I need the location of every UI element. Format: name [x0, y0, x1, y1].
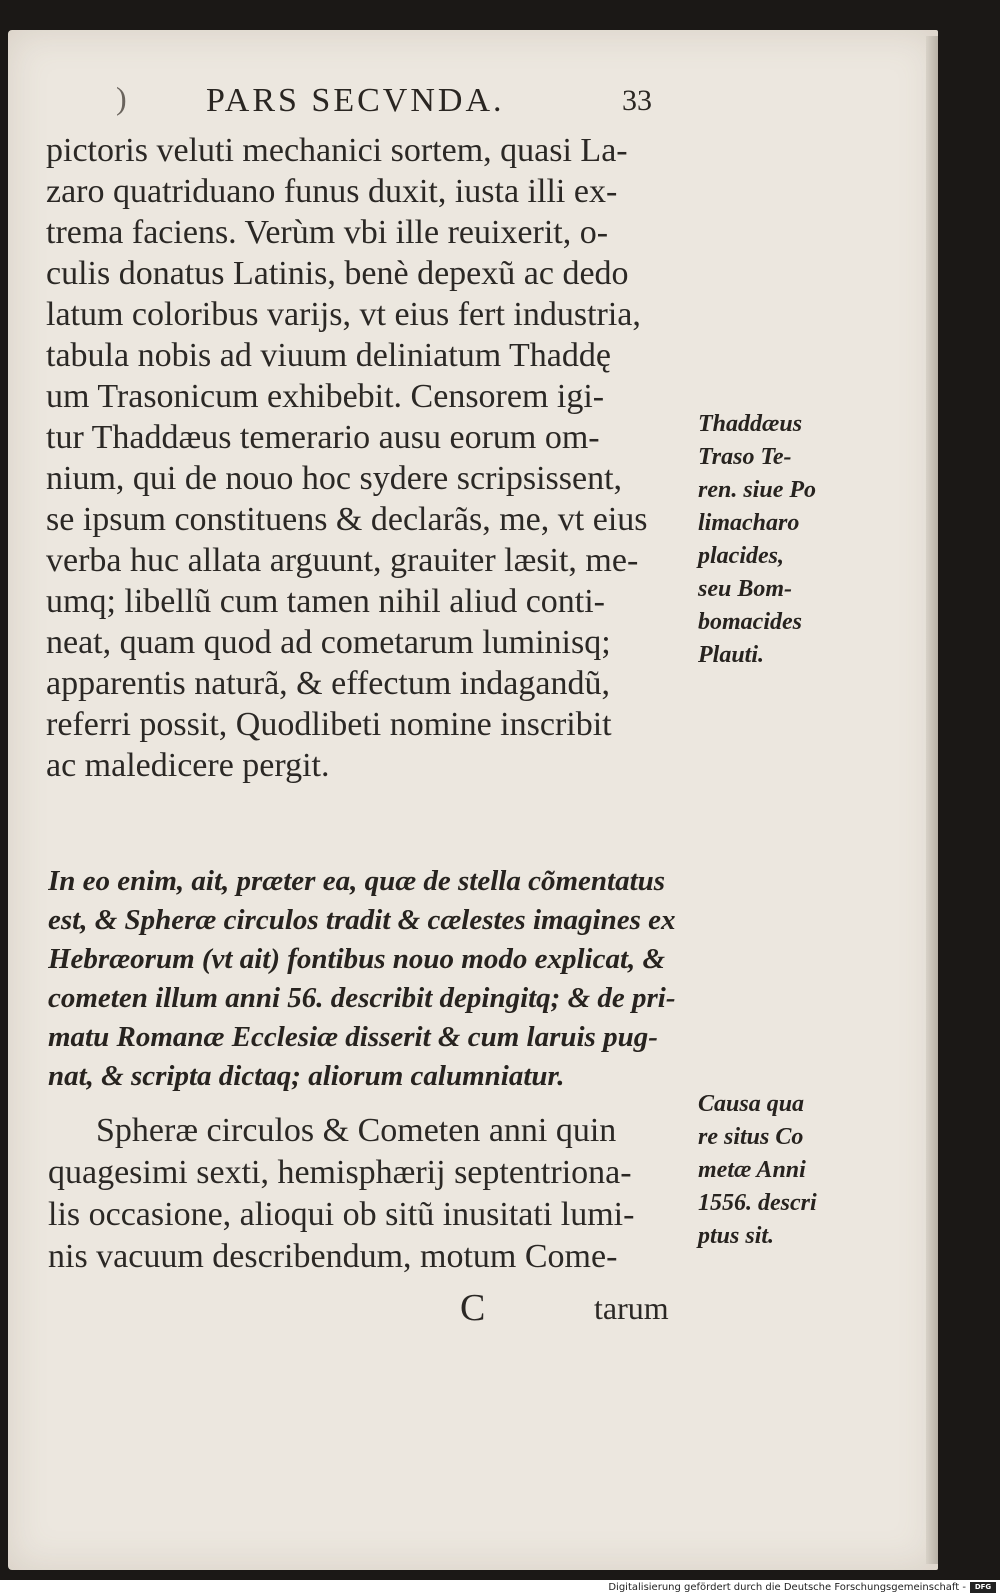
margin-note-thaddaeus — [698, 408, 848, 672]
text-line: referri possit, Quodlibeti nomine inscribit — [46, 706, 612, 743]
book-page — [8, 30, 938, 1570]
italic-line: Hebræorum (vt ait) fontibus nouo modo explicat, & — [48, 943, 666, 975]
margin-line: Causa qua — [698, 1091, 805, 1117]
running-head: PARS SECVNDA. — [206, 82, 505, 119]
text-line: tur Thaddæus temerario ausu eorum om- — [46, 419, 600, 456]
signature-mark: C — [460, 1287, 486, 1329]
quoted-italic-passage — [48, 862, 698, 1096]
text-line: culis donatus Latinis, benè depexũ ac dedo — [46, 255, 629, 292]
text-line: latum coloribus varijs, vt eius fert industria, — [46, 296, 641, 333]
pencil-mark: ) — [116, 80, 127, 116]
text-line: trema faciens. Verùm vbi ille reuixerit, o- — [46, 214, 609, 251]
text-line: nium, qui de nouo hoc sydere scripsissent, — [46, 460, 623, 497]
page-edge — [926, 36, 938, 1564]
margin-line: ptus sit. — [698, 1223, 775, 1249]
page-number: 33 — [622, 84, 652, 117]
footer-bar — [0, 1580, 1000, 1595]
margin-line: metæ Anni — [698, 1157, 806, 1183]
margin-line: 1556. descri — [698, 1190, 817, 1216]
margin-line: placides, — [698, 543, 784, 569]
margin-line: ren. siue Po — [698, 477, 817, 503]
margin-line: seu Bom- — [698, 576, 793, 602]
text-line: um Trasonicum exhibebit. Censorem igi- — [46, 378, 605, 415]
page-header — [8, 78, 938, 128]
main-text-block — [46, 130, 696, 786]
text-line: Spheræ circulos & Cometen anni quin — [96, 1112, 617, 1149]
text-line: verba huc allata arguunt, grauiter læsit, me- — [46, 542, 639, 579]
text-line: pictoris veluti mechanici sortem, quasi La- — [46, 132, 628, 169]
second-paragraph — [48, 1110, 698, 1278]
italic-line: cometen illum anni 56. describit depingitq; & de pri- — [48, 982, 676, 1014]
italic-line: nat, & scripta dictaq; aliorum calumniatur. — [48, 1060, 565, 1092]
text-line: tabula nobis ad viuum deliniatum Thaddę — [46, 337, 611, 374]
funding-credit: Digitalisierung gefördert durch die Deutsche Forschungsgemeinschaft - — [608, 1582, 966, 1593]
italic-line: In eo enim, ait, præter ea, quæ de stella cõmentatus — [48, 865, 666, 897]
signature-row — [8, 1286, 938, 1330]
dfg-logo-icon: DFG — [970, 1582, 996, 1593]
italic-line: matu Romanæ Ecclesiæ disserit & cum laruis pug- — [48, 1021, 658, 1053]
margin-note-causa — [698, 1088, 848, 1253]
catchword: tarum — [594, 1290, 669, 1326]
margin-line: re situs Co — [698, 1124, 804, 1150]
text-line: quagesimi sexti, hemisphærij septentriona- — [48, 1154, 632, 1191]
text-line: ac maledicere pergit. — [46, 747, 330, 784]
text-line: neat, quam quod ad cometarum luminisq; — [46, 624, 611, 661]
text-line: nis vacuum describendum, motum Come- — [48, 1238, 618, 1275]
margin-line: Plauti. — [698, 642, 765, 668]
text-line: se ipsum constituens & declarãs, me, vt eius — [46, 501, 648, 538]
italic-line: est, & Spheræ circulos tradit & cælestes imagines ex — [48, 904, 676, 936]
margin-line: Traso Te- — [698, 444, 792, 470]
margin-line: limacharo — [698, 510, 800, 536]
text-line: lis occasione, alioqui ob sitũ inusitati lumi- — [48, 1196, 635, 1233]
text-line: apparentis naturã, & effectum indagandũ, — [46, 665, 610, 702]
margin-line: Thaddæus — [698, 411, 803, 437]
text-line: zaro quatriduano funus duxit, iusta illi ex- — [46, 173, 618, 210]
margin-line: bomacides — [698, 609, 802, 635]
text-line: umq; libellũ cum tamen nihil aliud conti- — [46, 583, 606, 620]
